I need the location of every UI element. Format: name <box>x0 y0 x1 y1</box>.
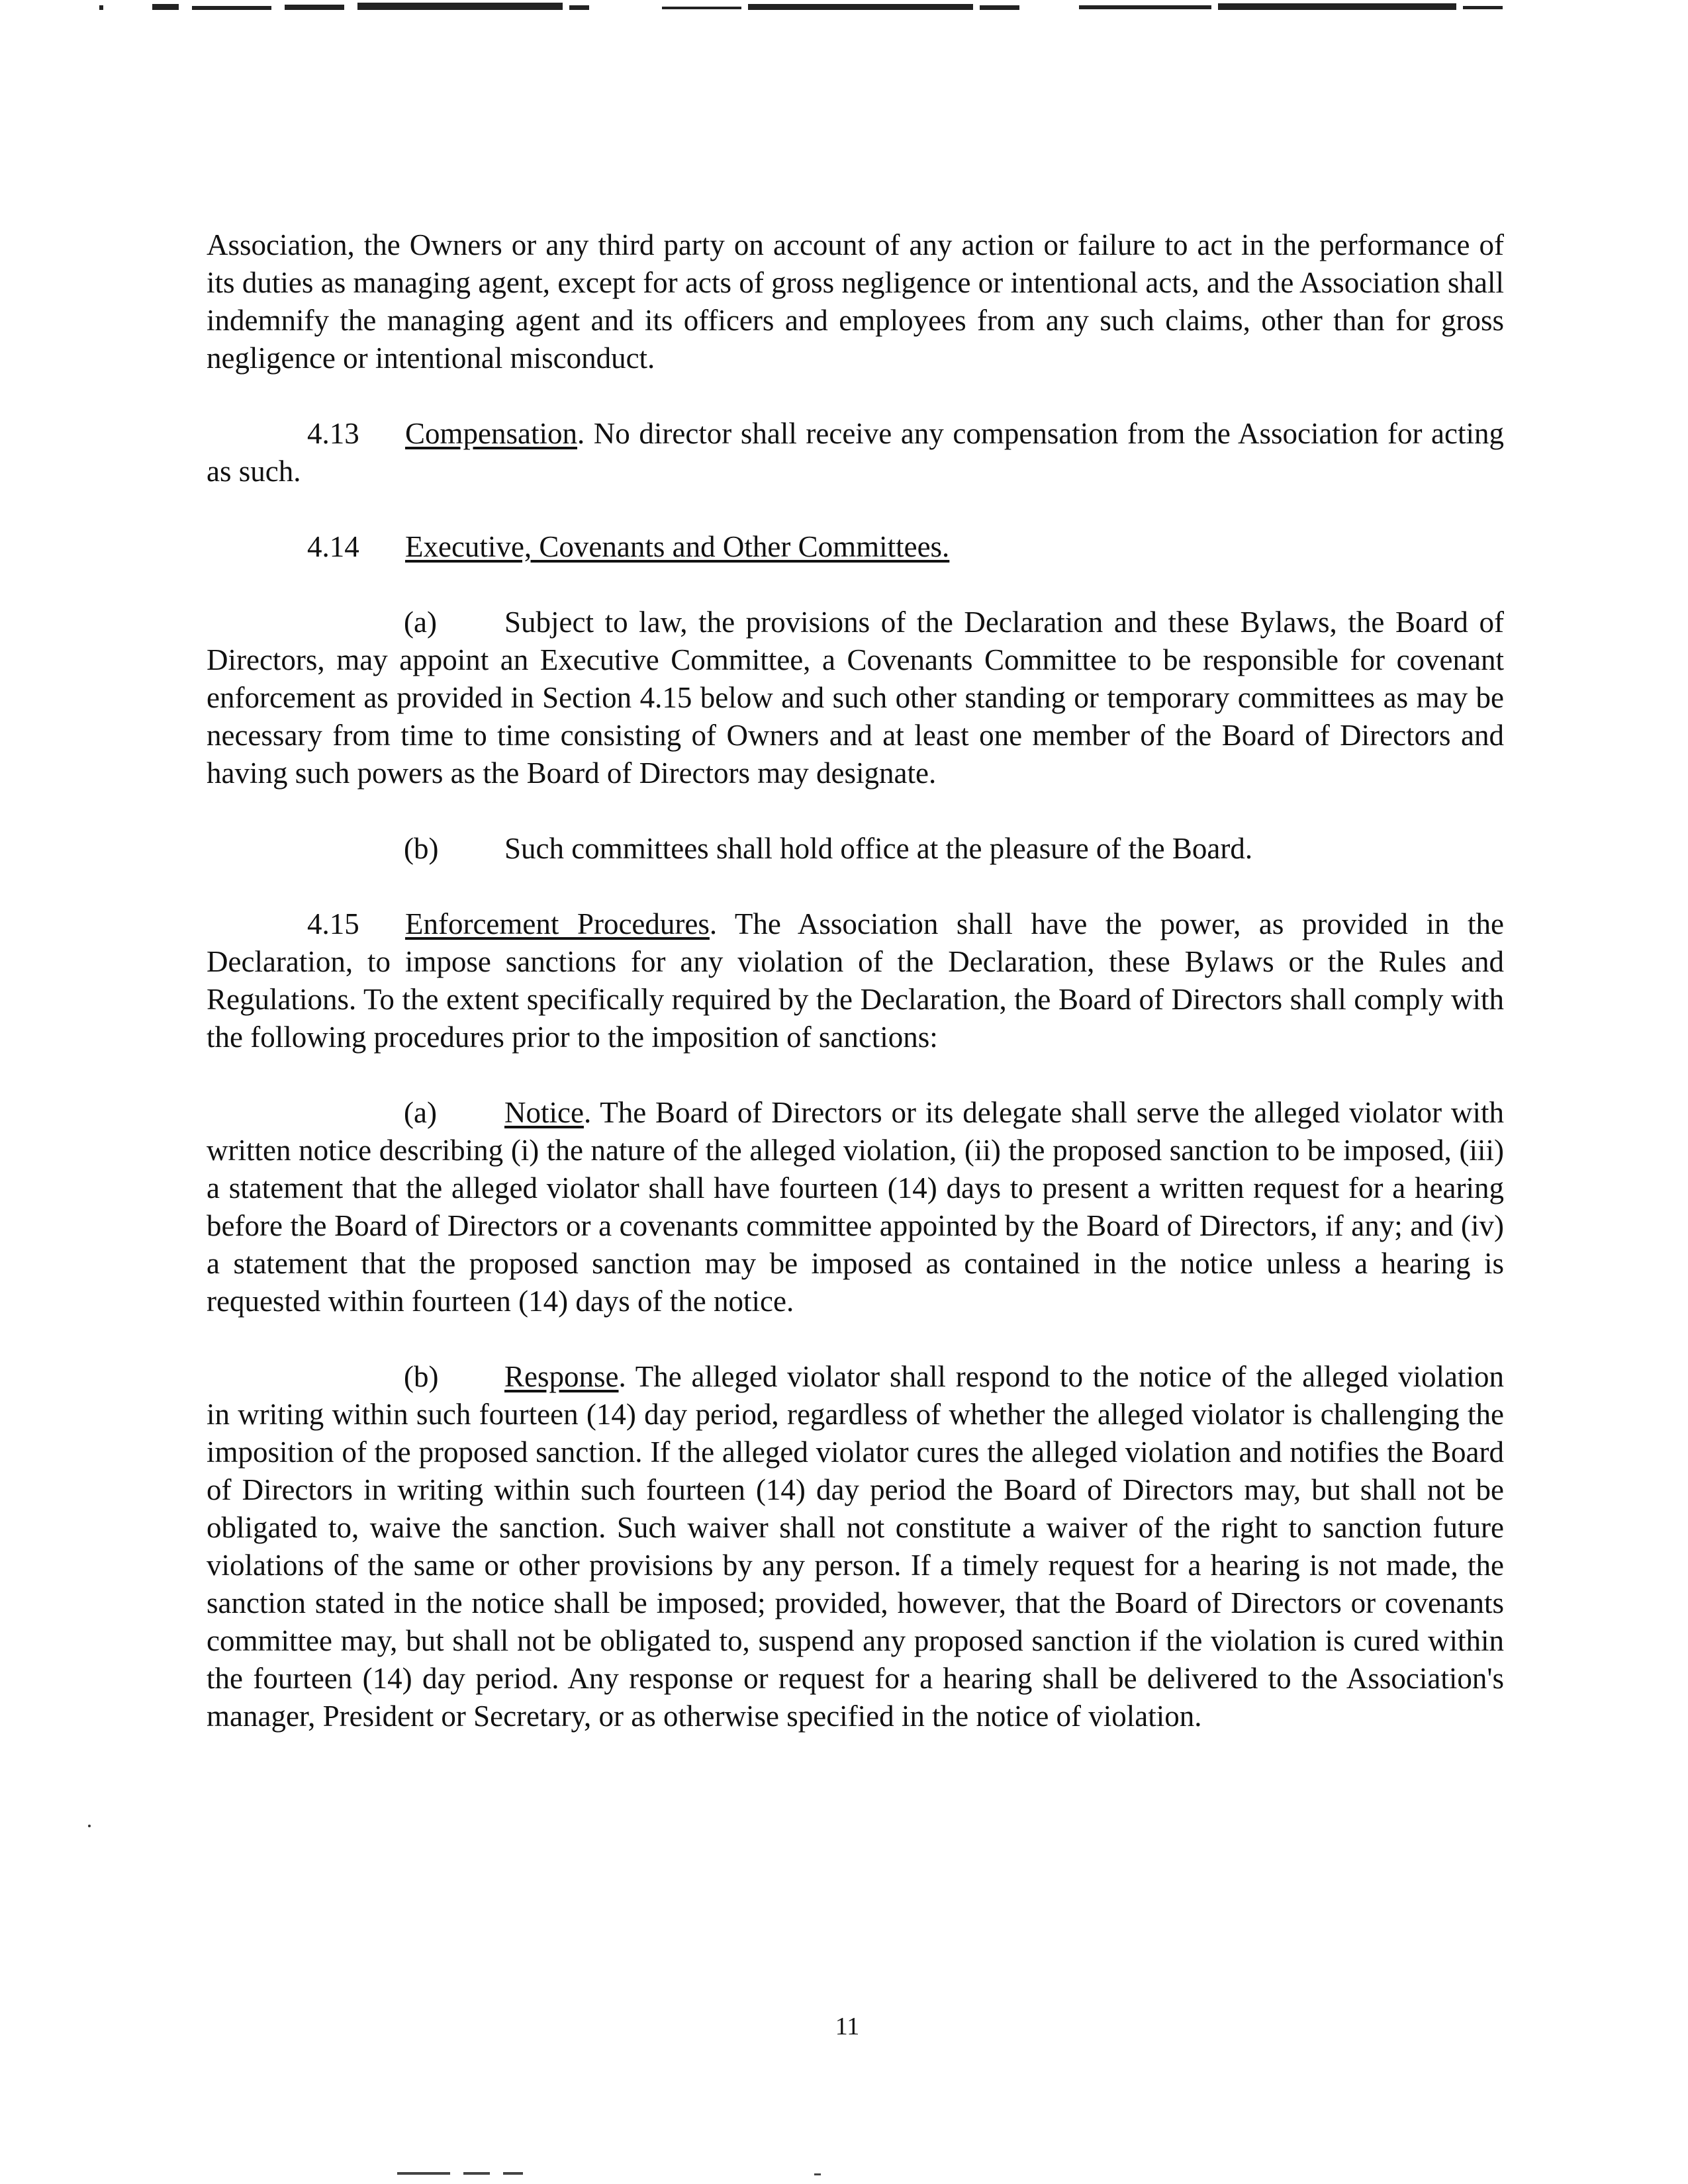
section-4-14 <box>207 528 1504 566</box>
section-title: Enforcement Procedures <box>405 907 710 940</box>
subsection-label: (a) <box>404 1096 437 1129</box>
section-4-13 <box>207 415 1504 490</box>
section-4-15-a <box>207 1094 1504 1320</box>
subsection-title: Response <box>504 1360 619 1393</box>
section-number: 4.13 <box>307 417 359 450</box>
subsection-text: Subject to law, the provisions of the Declaration and these Bylaws, the Board of Directors, may appoint an Executive Committee, a Covenants Committee to be responsible for covenant enforcement as provided in Section 4.15 below and such other standing or temporary committees as may be necessary from time to time consisting of Owners and at least one member of the Board of Directors and having such powers as the Board of Directors may designate. <box>207 606 1504 790</box>
section-title: Compensation <box>405 417 577 450</box>
subsection-title: Notice <box>504 1096 584 1129</box>
section-number: 4.14 <box>307 530 359 563</box>
scan-artifact-top <box>0 0 1688 20</box>
page-number: 11 <box>835 2013 860 2040</box>
subsection-text: Such committees shall hold office at the pleasure of the Board. <box>504 832 1253 865</box>
subsection-text: . The alleged violator shall respond to the notice of the alleged violation in writing within such fourteen (14) day period, regardless of whether the alleged violator is challenging the imposition of the proposed sanction. If the alleged violator cures the alleged violation and notifies the Board of Directors in writing within such fourteen (14) day period the Board of Directors may, but shall not be obligated to, waive the sanction. Such waiver shall not constitute a waiver of the right to sanction future violations of the same or other provisions by any person. If a timely request for a hearing is not made, the sanction stated in the notice shall be imposed; provided, however, that the Board of Directors or covenants committee may, but shall not be obligated to, suspend any proposed sanction if the violation is cured within the fourteen (14) day period. Any response or request for a hearing shall be delivered to the Association's manager, President or Secretary, or as otherwise specified in the notice of violation. <box>207 1360 1504 1733</box>
subsection-label: (b) <box>404 832 439 865</box>
paragraph-continuation: Association, the Owners or any third party on account of any action or failure to act in the performance of its duties as managing agent, except for acts of gross negligence or intentional acts, and the Association shall indemnify the managing agent and its officers and employees from any such claims, other than for gross negligence or intentional misconduct. <box>207 228 1504 375</box>
section-4-14-b <box>207 830 1504 868</box>
section-4-15-b <box>207 1358 1504 1735</box>
section-title: Executive, Covenants and Other Committees. <box>405 530 950 563</box>
document-body <box>207 226 1504 1735</box>
subsection-text: . The Board of Directors or its delegate shall serve the alleged violator with written notice describing (i) the nature of the alleged violation, (ii) the proposed sanction to be imposed, (iii) a statement that the alleged violator shall have fourteen (14) days to present a written request for a hearing before the Board of Directors or a covenants committee appointed by the Board of Directors, if any; and (iv) a statement that the proposed sanction may be imposed as contained in the notice unless a hearing is requested within fourteen (14) days of the notice. <box>207 1096 1504 1318</box>
section-text: . No director shall receive any compensation from the Association for acting as such. <box>207 417 1504 488</box>
section-text: . The Association shall have the power, as provided in the Declaration, to impose sanctions for any violation of the Declaration, these Bylaws or the Rules and Regulations. To the extent specifically required by the Declaration, the Board of Directors shall comply with the following procedures prior to the imposition of sanctions: <box>207 907 1505 1054</box>
scan-artifact-bottom <box>0 2164 1688 2184</box>
section-number: 4.15 <box>307 907 359 940</box>
scan-speck <box>88 1825 91 1827</box>
section-4-14-a <box>207 604 1504 792</box>
section-4-15 <box>207 905 1504 1056</box>
subsection-label: (b) <box>404 1360 439 1393</box>
subsection-label: (a) <box>404 606 437 639</box>
